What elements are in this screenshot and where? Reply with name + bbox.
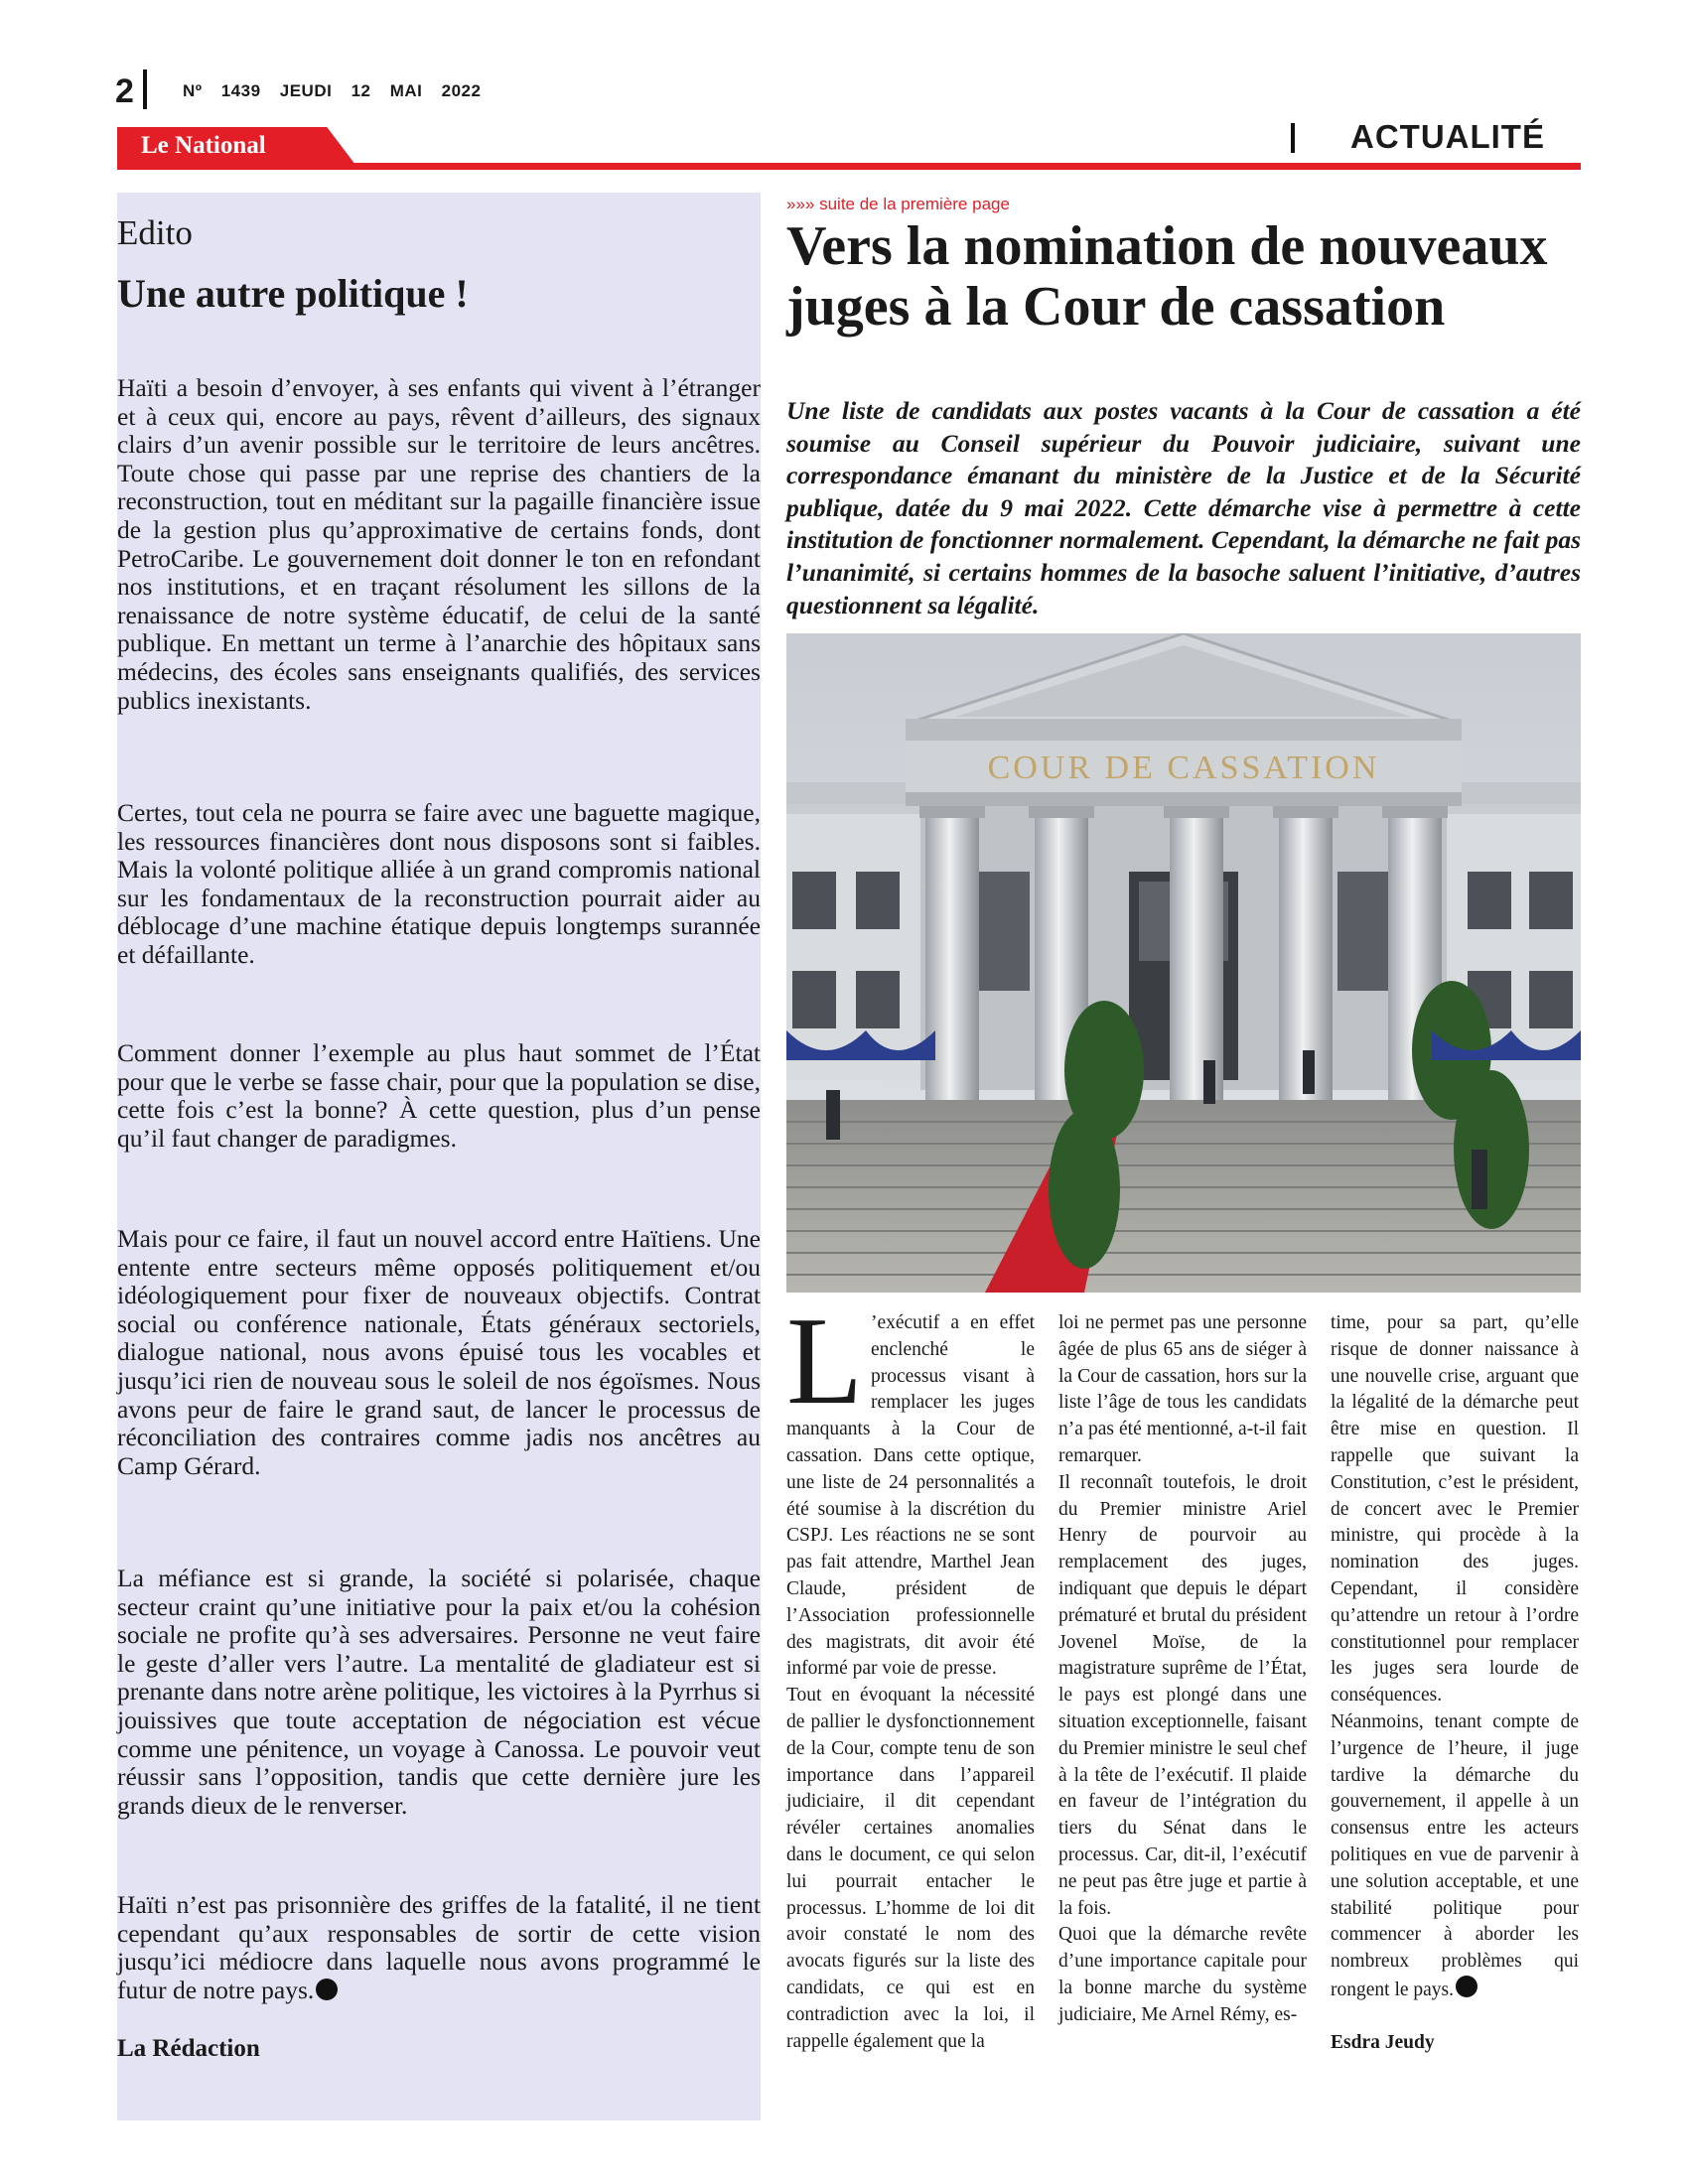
edito-paragraph: La méfiance est si grande, la société si polarisée, chaque secteur craint qu’une initiative pour la paix et/ou la cohésion sociale ne profite qu’à ses adversaires. Personne ne veut faire le geste d’aller vers l’autre. La mentalité de gladiateur est si prenante dans notre arène politique, les victoires à la Pyrrhus si jouissives que toute acceptation de négociation est vécue comme une pénitence, un voyage à Canossa. Le pouvoir veut réussir sans l’opposition, tandis que cette dernière jure les grands dieux de le renverser.: [117, 1564, 761, 1820]
article-column-1: [786, 1293, 1035, 2055]
edito-kicker: Edito: [117, 213, 193, 252]
end-mark-icon: [316, 1979, 338, 2000]
article-paragraph: loi ne permet pas une personne âgée de plus 65 ans de siéger à la Cour de cassation, hors sur la liste l’âge de tous les candidats n’a pas été mentionné, a-t-il fait remarquer.: [1058, 1312, 1307, 1466]
header-rule: [117, 163, 1581, 170]
issue-day: 12: [351, 81, 371, 100]
drop-cap: L: [786, 1293, 863, 1431]
article-title: Vers la nomination de nouveaux juges à la Cour de cassation: [786, 215, 1548, 338]
edito-paragraph: Haïti n’est pas prisonnière des griffes de la fatalité, il ne tient cependant qu’aux responsables de sortir de cette vision jusqu’ici médiocre dans laquelle nous avons programmé le futur de notre pays.: [117, 1890, 761, 2004]
article-paragraph: Quoi que la démarche revête d’une importance capitale pour la bonne marche du système judiciaire, Me Arnel Rémy, es-: [1058, 1924, 1307, 2025]
continued-label: »»» suite de la première page: [786, 195, 1010, 213]
brand-name: Le National: [141, 132, 266, 159]
section-divider: [1291, 123, 1295, 153]
edito-paragraph: Comment donner l’exemple au plus haut sommet de l’État pour que le verbe se fasse chair, pour que la population se dise, cette fois c’est la bonne? À cette question, plus d’un pense qu’il faut changer de paradigmes.: [117, 1038, 761, 1153]
article-author: Esdra Jeudy: [1331, 2031, 1435, 2053]
article-column-2: [1058, 1310, 1307, 2029]
page-number-divider: [143, 69, 147, 109]
section-label: ACTUALITÉ: [1350, 118, 1545, 155]
issue-number: Nº 1439: [183, 81, 261, 100]
court-building-photo: [786, 633, 1581, 1293]
article-column-3: [1331, 1310, 1579, 2057]
page-number: 2: [115, 72, 134, 110]
article-paragraph: ’exécutif a en effet enclenché le processus visant à remplacer les juges manquants à la Cour de cassation. Dans cette optique, une liste de 24 personnalités a été soumise à la discrétion du CSPJ. Les réactions ne se sont pas fait attendre, Marthel Jean Claude, président de l’Association professionnelle des magistrats, dit avoir été informé par voie de presse.: [786, 1312, 1035, 1680]
edito-signature: La Rédaction: [117, 2035, 260, 2062]
edito-title: Une autre politique !: [117, 271, 469, 316]
article-paragraph: Tout en évoquant la nécessité de pallier le dysfonctionnement de la Cour, compte tenu de son importance dans l’appareil judiciaire, il dit cependant révéler certaines anomalies dans le document, ce qui selon lui pourrait entacher le processus. L’homme de loi dit avoir constaté le nom des avocats figurés sur la liste des candidats, ce qui est en contradiction avec la loi, il rappelle également que la: [786, 1685, 1035, 2052]
article-paragraph: Il reconnaît toutefois, le droit du Premier ministre Ariel Henry de pourvoir au remplacement des juges, indiquant que depuis le départ prématuré et brutal du président Jovenel Moïse, de la magistrature suprême de l’État, le pays est plongé dans une situation exceptionnelle, faisant du Premier ministre le seul chef à la tête de l’exécutif. Il plaide en faveur de l’intégration du tiers du Sénat dans le processus. Car, dit-il, l’exécutif ne peut pas être juge et partie à la fois.: [1058, 1471, 1307, 1919]
article-paragraph: time, pour sa part, qu’elle risque de donner naissance à une nouvelle crise, arguant que la légalité de la démarche peut être mise en question. Il rappelle que suivant la Constitution, c’est le président, de concert avec le Premier ministre, qui procède à la nomination des juges. Cependant, il considère qu’attendre un retour à l’ordre constitutionnel pour remplacer les juges sera lourde de conséquences.: [1331, 1312, 1579, 1706]
issue-line: [183, 81, 481, 101]
photo-sign-text: COUR DE CASSATION: [987, 750, 1380, 786]
edito-paragraph: Mais pour ce faire, il faut un nouvel accord entre Haïtiens. Une entente entre secteurs même opposés politiquement et/ou idéologiquement pour fixer de nouveaux objectifs. Contrat social ou conférence nationale, États généraux sectoriels, dialogue national, nous avons épuisé tous les vocables et jusqu’ici rien de nouveau sous le soleil de nos égoïsmes. Nous avons peur de faire le grand saut, de lancer le processus de réconciliation des contraires comme jadis nos ancêtres au Camp Gérard.: [117, 1224, 761, 1480]
edito-paragraph: Certes, tout cela ne pourra se faire avec une baguette magique, les ressources financières dont nous disposons sont si faibles. Mais la volonté politique alliée à un grand compromis national sur les fondamentaux de la reconstruction pourrait aider au déblocage d’une machine étatique depuis longtemps surannée et défaillante.: [117, 798, 761, 969]
end-mark-icon: [1456, 1976, 1477, 1997]
issue-year: 2022: [441, 81, 482, 100]
issue-month: MAI: [389, 81, 423, 100]
issue-weekday: JEUDI: [279, 81, 333, 100]
edito-paragraph: Haïti a besoin d’envoyer, à ses enfants qui vivent à l’étranger et à ceux qui, encore au pays, rêvent d’ailleurs, des signaux clairs d’un avenir possible sur le territoire de leurs ancêtres. Toute chose qui passe par une reprise des chantiers de la reconstruction, tout en méditant sur la pagaille financière issue de la gestion plus qu’approximative de certains fonds, dont PetroCaribe. Le gouvernement doit donner le ton en refondant nos institutions, et en traçant résolument les sillons de la renaissance de notre système éducatif, de celui de la santé publique. En mettant un terme à l’anarchie des hôpitaux sans médecins, des écoles sans enseignants qualifiés, des services publics inexistants.: [117, 373, 761, 715]
article-last-paragraph: [1331, 1709, 1579, 2004]
article-lead: Une liste de candidats aux postes vacants à la Cour de cassation a été soumise au Conseil supérieur du Pouvoir judiciaire, suivant une correspondance émanant du ministère de la Justice et de la Sécurité publique, datée du 9 mai 2022. Cette démarche vise à permettre à cette institution de fonctionner normalement. Cependant, la démarche ne fait pas l’unanimité, si certains hommes de la basoche saluent l’initiative, d’autres questionnent sa légalité.: [786, 396, 1581, 619]
article-paragraph: Néanmoins, tenant compte de l’urgence de l’heure, il juge tardive la démarche du gouvernement, il appelle à un consensus entre les acteurs politiques en vue de parvenir à une solution acceptable, et une stabilité politique pour commencer à aborder les nombreux problèmes qui rongent le pays.: [1331, 1710, 1579, 2000]
edito-last-paragraph: [117, 1891, 761, 2004]
